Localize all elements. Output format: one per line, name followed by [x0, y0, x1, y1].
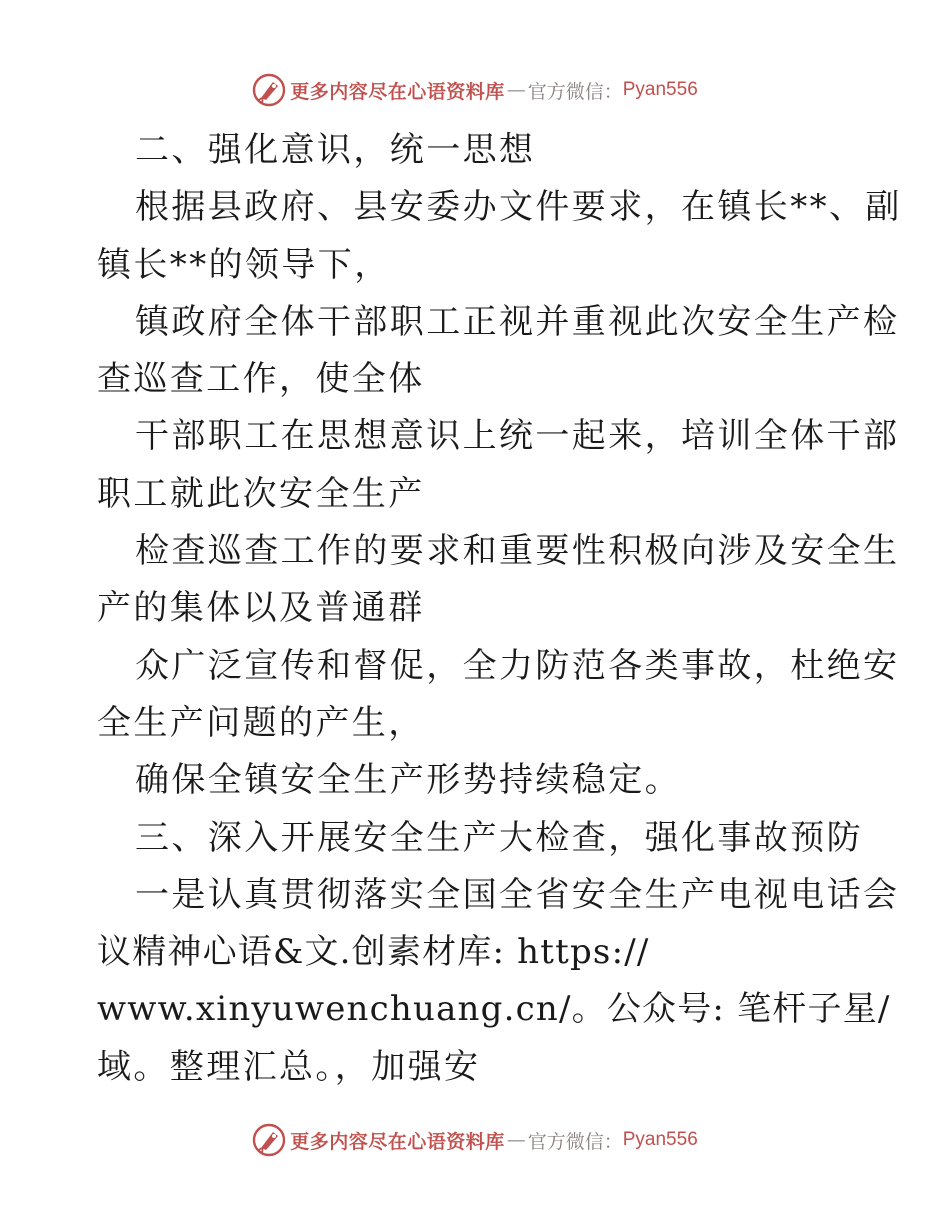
- banner-separator: —: [506, 1129, 526, 1151]
- paragraph-line: 查巡查工作，使全体: [97, 359, 425, 400]
- banner-separator: —: [506, 79, 526, 101]
- paragraph-line: 职工就此次安全生产: [97, 473, 425, 514]
- banner-wechat-label: 官方微信：: [527, 1130, 623, 1153]
- paragraph-line: 检查巡查工作的要求和重要性积极向涉及安全生: [135, 531, 900, 572]
- section-heading: 二、强化意识，统一思想: [135, 130, 536, 170]
- paragraph-line: 根据县政府、县安委办文件要求，在镇长**、副: [135, 187, 902, 228]
- section-heading: 三、深入开展安全生产大检查，强化事故预防: [135, 817, 863, 858]
- paragraph-line: www.xinyuwenchuang.cn/。公众号: 笔杆子星/: [97, 989, 891, 1030]
- paragraph-line: 议精神心语&文.创素材库: https://: [97, 932, 650, 973]
- pen-nib-logo-icon: [252, 73, 286, 107]
- document-body: [97, 122, 902, 1096]
- paragraph-line: 域。整理汇总。，加强安: [97, 1046, 481, 1087]
- paragraph-line: 全生产问题的产生，: [97, 702, 425, 743]
- paragraph-line: 产的集体以及普通群: [97, 588, 425, 629]
- banner-wechat-label: 官方微信：: [527, 80, 623, 103]
- banner-lead-text: 更多内容尽在心语资料库: [290, 80, 505, 103]
- paragraph-line: 确保全镇安全生产形势持续稳定。: [135, 760, 681, 801]
- paragraph-line: 一是认真贯彻落实全国全省安全生产电视电话会: [135, 874, 900, 915]
- footer-watermark-banner: [0, 1120, 950, 1160]
- paragraph-line: 镇政府全体干部职工正视并重视此次安全生产检: [135, 301, 900, 342]
- header-watermark-banner: [0, 70, 950, 110]
- banner-wechat-id: Pyan556: [622, 1129, 698, 1150]
- pen-nib-logo-icon: [252, 1123, 286, 1157]
- paragraph-line: 镇长**的领导下，: [97, 244, 391, 285]
- paragraph-line: 众广泛宣传和督促，全力防范各类事故，杜绝安: [135, 645, 900, 686]
- paragraph-line: 干部职工在思想意识上统一起来，培训全体干部: [135, 416, 900, 457]
- banner-lead-text: 更多内容尽在心语资料库: [290, 1130, 505, 1153]
- banner-wechat-id: Pyan556: [622, 79, 698, 100]
